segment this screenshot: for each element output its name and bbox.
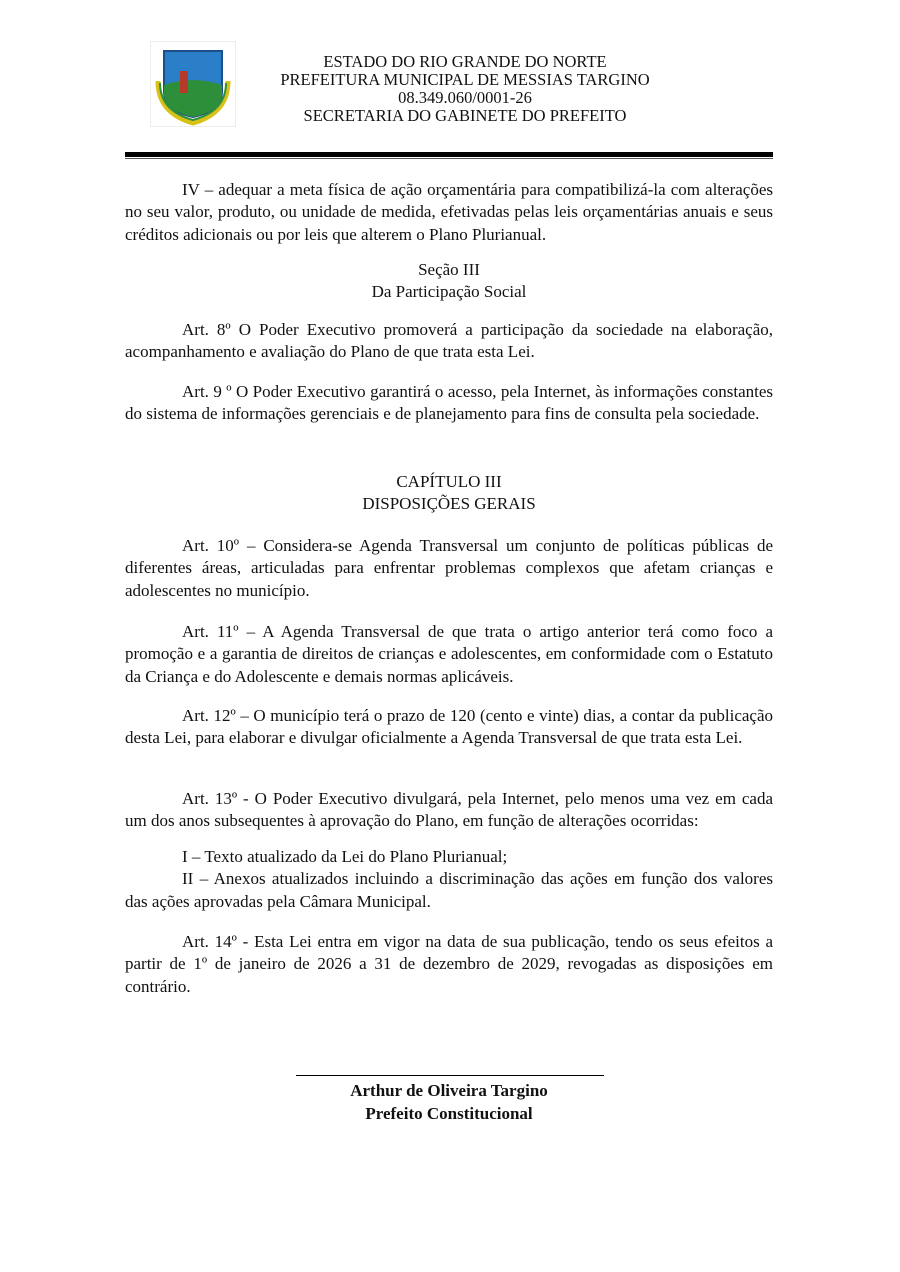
section-heading: Seção III [418, 260, 480, 279]
item-i: I – Texto atualizado da Lei do Plano Plurianual; [182, 847, 508, 866]
header-secretaria: SECRETARIA DO GABINETE DO PREFEITO [303, 106, 627, 125]
signature-line [296, 1075, 604, 1076]
article-12: Art. 12º – O município terá o prazo de 120 (cento e vinte) dias, a contar da publicação desta Lei, para elaborar e divulgar oficialmente a Agenda Transversal de que trata esta Lei. [125, 706, 773, 748]
article-10: Art. 10º – Considera-se Agenda Transversal um conjunto de políticas públicas de diferentes áreas, articuladas para enfrentar problemas complexos que afetam crianças e adolescentes no município. [125, 536, 773, 600]
header-divider-thin [125, 158, 773, 159]
article-11: Art. 11º – A Agenda Transversal de que trata o artigo anterior terá como foco a promoção e a garantia de direitos de crianças e adolescentes, em conformidade com o Estatuto da Criança e do Adolescente e demais normas aplicáveis. [125, 622, 773, 686]
header-prefeitura: PREFEITURA MUNICIPAL DE MESSIAS TARGINO [280, 70, 650, 89]
article-13: Art. 13º - O Poder Executivo divulgará, pela Internet, pelo menos uma vez em cada um dos anos subsequentes à aprovação do Plano, em função de alterações ocorridas: [125, 789, 773, 831]
header-divider [125, 152, 773, 157]
signer-name: Arthur de Oliveira Targino [350, 1081, 548, 1100]
signer-title: Prefeito Constitucional [365, 1104, 533, 1123]
paragraph-iv: IV – adequar a meta física de ação orçamentária para compatibilizá-la com alterações no seu valor, produto, ou unidade de medida, efetivadas pelas leis orçamentárias anuais e seus créditos adicionais ou por leis que alterem o Plano Plurianual. [125, 180, 773, 244]
chapter-heading: CAPÍTULO III [396, 472, 502, 491]
item-ii: II – Anexos atualizados incluindo a discriminação das ações em função dos valores das ações aprovadas pela Câmara Municipal. [125, 869, 773, 911]
header-state: ESTADO DO RIO GRANDE DO NORTE [323, 52, 607, 71]
letterhead [250, 53, 680, 125]
chapter-title: DISPOSIÇÕES GERAIS [362, 494, 536, 514]
article-14: Art. 14º - Esta Lei entra em vigor na data de sua publicação, tendo os seus efeitos a partir de 1º de janeiro de 2026 a 31 de dezembro de 2029, revogadas as disposições em contrário. [125, 932, 773, 996]
article-9: Art. 9 º O Poder Executivo garantirá o acesso, pela Internet, às informações constantes do sistema de informações gerenciais e de planejamento para fins de consulta pela sociedade. [125, 382, 773, 424]
section-title: Da Participação Social [371, 282, 527, 302]
header-cnpj: 08.349.060/0001-26 [398, 88, 532, 107]
article-8: Art. 8º O Poder Executivo promoverá a participação da sociedade na elaboração, acompanhamento e avaliação do Plano de que trata esta Lei. [125, 320, 773, 362]
signature-block [125, 1079, 773, 1125]
municipal-coat-of-arms-logo [150, 41, 236, 127]
